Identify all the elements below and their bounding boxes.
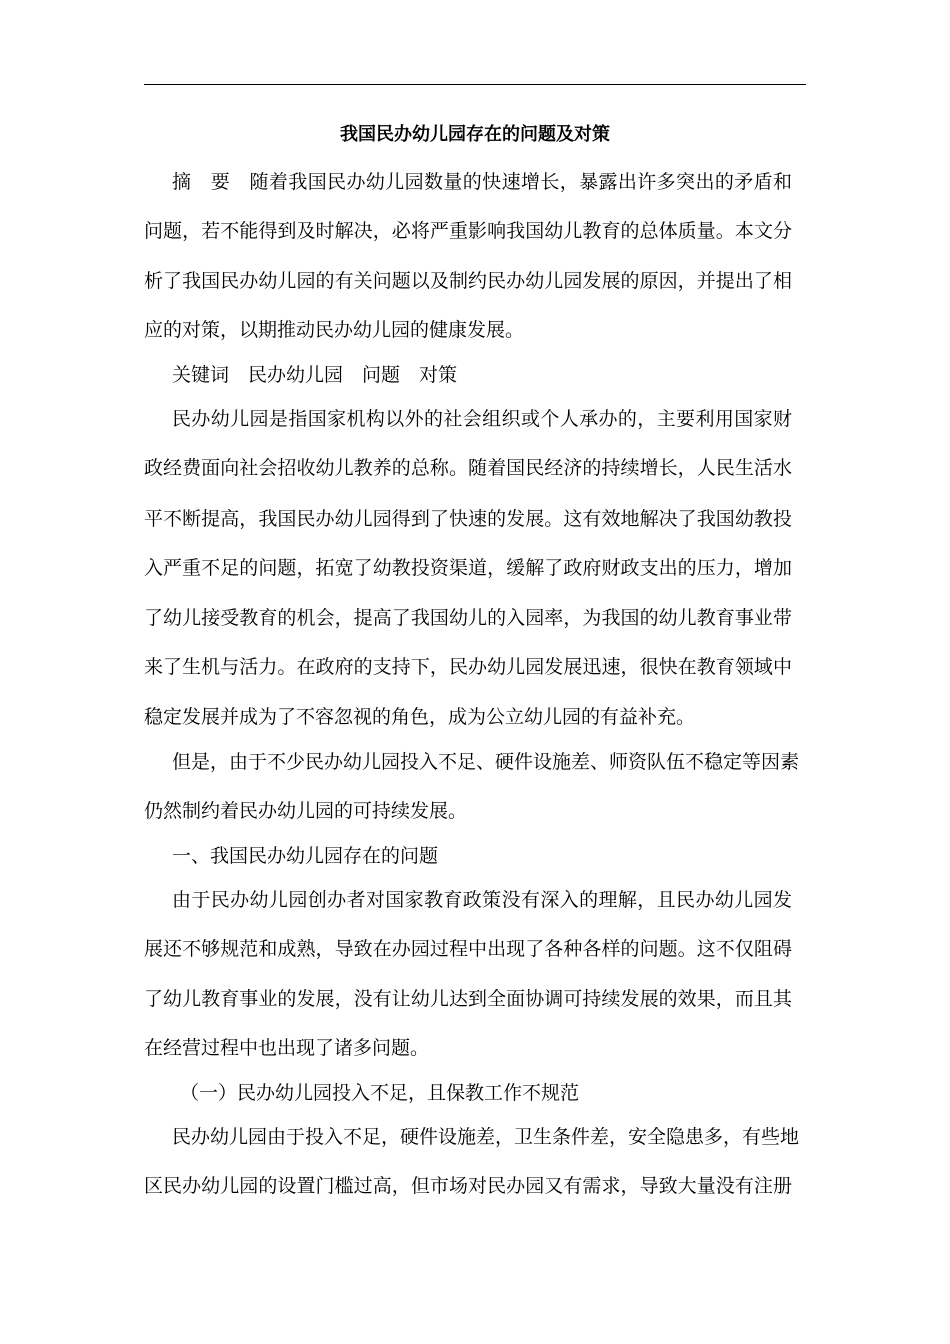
header-rule <box>144 84 806 85</box>
subsection-heading: （一）民办幼儿园投入不足，且保教工作不规范 <box>180 1082 580 1104</box>
body-line: 了幼儿接受教育的机会，提高了我国幼儿的入园率，为我国的幼儿教育事业带 <box>144 607 792 629</box>
body-line: 了幼儿教育事业的发展，没有让幼儿达到全面协调可持续发展的效果，而且其 <box>144 988 792 1010</box>
body-line: 展还不够规范和成熟，导致在办园过程中出现了各种各样的问题。这不仅阻碍 <box>144 938 792 960</box>
body-line: 区民办幼儿园的设置门槛过高，但市场对民办园又有需求，导致大量没有注册 <box>144 1175 792 1197</box>
abstract-line: 析了我国民办幼儿园的有关问题以及制约民办幼儿园发展的原因，并提出了相 <box>144 270 792 292</box>
abstract-line: 摘 要 随着我国民办幼儿园数量的快速增长，暴露出许多突出的矛盾和 <box>172 171 792 193</box>
body-line: 平不断提高，我国民办幼儿园得到了快速的发展。这有效地解决了我国幼教投 <box>144 508 792 530</box>
body-line: 入严重不足的问题，拓宽了幼教投资渠道，缓解了政府财政支出的压力，增加 <box>144 557 792 579</box>
abstract-line: 应的对策，以期推动民办幼儿园的健康发展。 <box>144 319 525 341</box>
body-line: 稳定发展并成为了不容忽视的角色，成为公立幼儿园的有益补充。 <box>144 706 696 728</box>
body-line: 政经费面向社会招收幼儿教养的总称。随着国民经济的持续增长，人民生活水 <box>144 457 792 479</box>
section-heading: 一、我国民办幼儿园存在的问题 <box>172 845 439 867</box>
abstract-line: 问题，若不能得到及时解决，必将严重影响我国幼儿教育的总体质量。本文分 <box>144 220 792 242</box>
body-line: 来了生机与活力。在政府的支持下，民办幼儿园发展迅速，很快在教育领域中 <box>144 656 792 678</box>
body-line: 但是，由于不少民办幼儿园投入不足、硬件设施差、师资队伍不稳定等因素 <box>172 751 800 773</box>
body-line: 民办幼儿园是指国家机构以外的社会组织或个人承办的，主要利用国家财 <box>172 408 792 430</box>
body-line: 仍然制约着民办幼儿园的可持续发展。 <box>144 800 468 822</box>
body-line: 在经营过程中也出现了诸多问题。 <box>144 1037 430 1059</box>
document-title: 我国民办幼儿园存在的问题及对策 <box>340 124 610 145</box>
body-line: 由于民办幼儿园创办者对国家教育政策没有深入的理解，且民办幼儿园发 <box>172 889 792 911</box>
keywords-line: 关键词 民办幼儿园 问题 对策 <box>172 364 458 386</box>
body-line: 民办幼儿园由于投入不足，硬件设施差，卫生条件差，安全隐患多，有些地 <box>172 1126 800 1148</box>
